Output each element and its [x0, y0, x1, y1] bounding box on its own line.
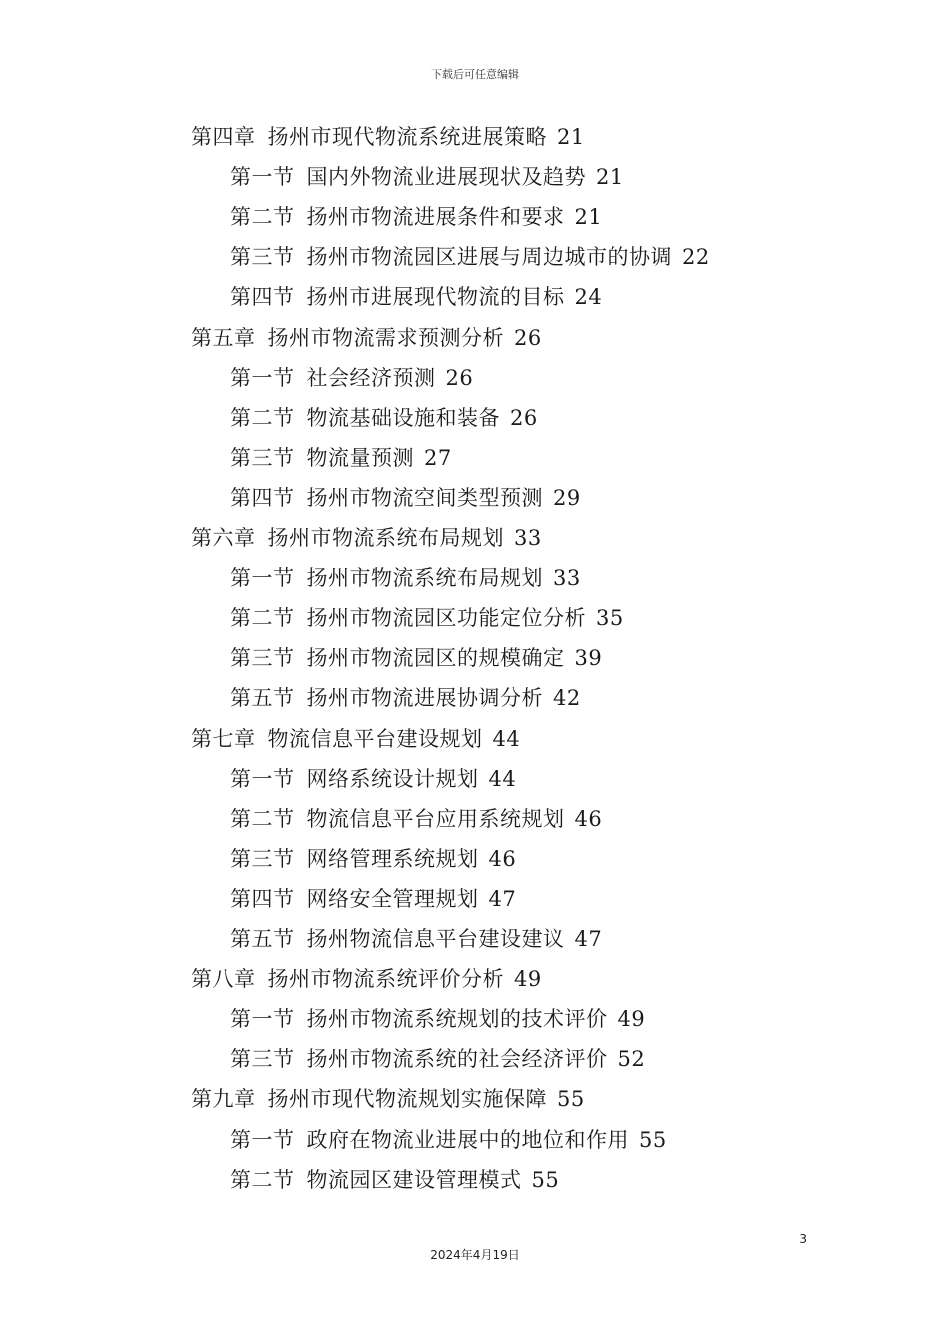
toc-entry-page: 44 [488, 766, 517, 791]
toc-chapter-entry [191, 117, 585, 157]
toc-section-entry [230, 1039, 645, 1079]
toc-chapter-entry [191, 959, 542, 999]
toc-entry-title: 扬州市物流系统布局规划 [306, 566, 543, 591]
toc-entry-number: 第三节 [230, 445, 295, 470]
toc-entry-title: 物流信息平台建设规划 [267, 726, 483, 751]
toc-entry-page: 42 [553, 686, 581, 711]
toc-entry-number: 第二节 [230, 205, 295, 230]
toc-entry-number: 第五节 [230, 686, 295, 711]
toc-entry-page: 52 [617, 1047, 646, 1072]
toc-entry-number: 第一节 [230, 365, 295, 390]
toc-entry-title: 扬州市物流进展条件和要求 [306, 205, 565, 230]
toc-entry-title: 扬州市物流系统的社会经济评价 [306, 1047, 608, 1072]
toc-entry-title: 扬州市物流园区的规模确定 [306, 646, 565, 671]
toc-entry-number: 第一节 [230, 165, 295, 190]
toc-entry-page: 26 [445, 365, 474, 390]
toc-entry-title: 扬州市物流进展协调分析 [306, 686, 543, 711]
toc-entry-page: 55 [639, 1127, 667, 1152]
toc-section-entry [230, 598, 624, 638]
toc-section-entry [230, 398, 538, 438]
toc-entry-number: 第四节 [230, 886, 295, 911]
toc-entry-title: 网络安全管理规划 [306, 886, 479, 911]
toc-section-entry [230, 999, 645, 1039]
toc-entry-number: 第一节 [230, 1127, 295, 1152]
toc-chapter-entry [191, 318, 542, 358]
toc-entry-page: 26 [514, 325, 542, 350]
toc-entry-page: 46 [574, 806, 603, 831]
toc-entry-number: 第一节 [230, 566, 295, 591]
toc-entry-title: 扬州市物流园区功能定位分析 [306, 606, 586, 631]
toc-entry-title: 扬州市现代物流系统进展策略 [267, 125, 547, 149]
toc-entry-number: 第三节 [230, 846, 295, 871]
toc-entry-title: 物流量预测 [306, 445, 414, 470]
toc-section-entry [230, 237, 710, 277]
toc-section-entry [230, 558, 581, 598]
toc-entry-title: 扬州物流信息平台建设建议 [306, 927, 565, 951]
toc-entry-page: 27 [424, 445, 452, 470]
toc-section-entry [230, 1120, 667, 1160]
toc-entry-number: 第三节 [230, 646, 295, 671]
toc-entry-page: 47 [488, 886, 517, 911]
toc-section-entry [230, 478, 581, 518]
toc-entry-title: 扬州市物流园区进展与周边城市的协调 [306, 245, 672, 270]
toc-section-entry [230, 799, 602, 839]
toc-section-entry [230, 879, 516, 919]
toc-section-entry [230, 157, 624, 197]
toc-entry-title: 扬州市物流系统布局规划 [267, 526, 504, 550]
toc-entry-number: 第二节 [230, 405, 295, 430]
toc-section-entry [230, 358, 473, 398]
toc-section-entry [230, 1160, 559, 1200]
toc-entry-number: 第五节 [230, 927, 295, 951]
toc-entry-title: 物流基础设施和装备 [306, 405, 500, 430]
toc-entry-title: 社会经济预测 [306, 365, 436, 390]
toc-entry-number: 第九章 [191, 1087, 256, 1112]
toc-entry-page: 21 [574, 205, 603, 230]
toc-entry-title: 网络系统设计规划 [306, 766, 479, 791]
toc-section-entry [230, 197, 602, 237]
toc-entry-title: 物流信息平台应用系统规划 [306, 806, 565, 831]
toc-entry-page: 47 [574, 927, 603, 951]
toc-chapter-entry [191, 719, 520, 759]
toc-entry-page: 21 [557, 125, 585, 149]
toc-entry-number: 第四节 [230, 285, 295, 310]
toc-entry-title: 扬州市物流系统规划的技术评价 [306, 1007, 608, 1032]
toc-entry-number: 第七章 [191, 726, 256, 751]
toc-entry-title: 政府在物流业进展中的地位和作用 [306, 1127, 629, 1152]
toc-entry-number: 第一节 [230, 766, 295, 791]
toc-entry-page: 46 [488, 846, 517, 871]
toc-entry-page: 29 [553, 485, 581, 510]
page-header: 下载后可任意编辑 [431, 68, 519, 81]
toc-chapter-entry [191, 1079, 585, 1119]
toc-section-entry [230, 638, 602, 678]
toc-section-entry [230, 759, 516, 799]
toc-entry-title: 物流园区建设管理模式 [306, 1167, 522, 1192]
toc-entry-title: 扬州市进展现代物流的目标 [306, 285, 565, 310]
toc-entry-title: 扬州市现代物流规划实施保障 [267, 1087, 547, 1112]
toc-section-entry [230, 919, 602, 959]
toc-entry-number: 第一节 [230, 1007, 295, 1032]
toc-entry-number: 第二节 [230, 606, 295, 631]
toc-chapter-entry [191, 518, 542, 558]
page-footer-date: 2024年4月19日 [430, 1248, 520, 1262]
toc-entry-page: 33 [514, 526, 542, 550]
toc-entry-title: 扬州市物流空间类型预测 [306, 485, 543, 510]
toc-entry-page: 22 [682, 245, 710, 270]
toc-entry-page: 55 [557, 1087, 585, 1112]
toc-entry-page: 39 [574, 646, 603, 671]
toc-section-entry [230, 678, 581, 718]
toc-entry-number: 第二节 [230, 806, 295, 831]
toc-entry-number: 第五章 [191, 325, 256, 350]
toc-entry-title: 国内外物流业进展现状及趋势 [306, 165, 586, 190]
toc-entry-number: 第二节 [230, 1167, 295, 1192]
toc-entry-page: 49 [617, 1007, 646, 1032]
toc-entry-page: 24 [574, 285, 603, 310]
toc-entry-page: 44 [492, 726, 521, 751]
toc-entry-page: 55 [531, 1167, 560, 1192]
toc-entry-page: 35 [596, 606, 624, 631]
page-number: 3 [799, 1232, 807, 1246]
toc-entry-page: 33 [553, 566, 581, 591]
toc-entry-title: 网络管理系统规划 [306, 846, 479, 871]
toc-entry-page: 21 [596, 165, 624, 190]
toc-section-entry [230, 277, 602, 317]
toc-entry-number: 第四节 [230, 485, 295, 510]
toc-entry-title: 扬州市物流需求预测分析 [267, 325, 504, 350]
toc-entry-number: 第四章 [191, 125, 256, 149]
toc-entry-number: 第六章 [191, 526, 256, 550]
toc-section-entry [230, 438, 452, 478]
toc-entry-title: 扬州市物流系统评价分析 [267, 967, 504, 992]
toc-entry-page: 49 [514, 967, 542, 992]
toc-entry-number: 第八章 [191, 967, 256, 992]
toc-section-entry [230, 839, 516, 879]
toc-entry-number: 第三节 [230, 1047, 295, 1072]
toc-entry-page: 26 [510, 405, 538, 430]
toc-entry-number: 第三节 [230, 245, 295, 270]
